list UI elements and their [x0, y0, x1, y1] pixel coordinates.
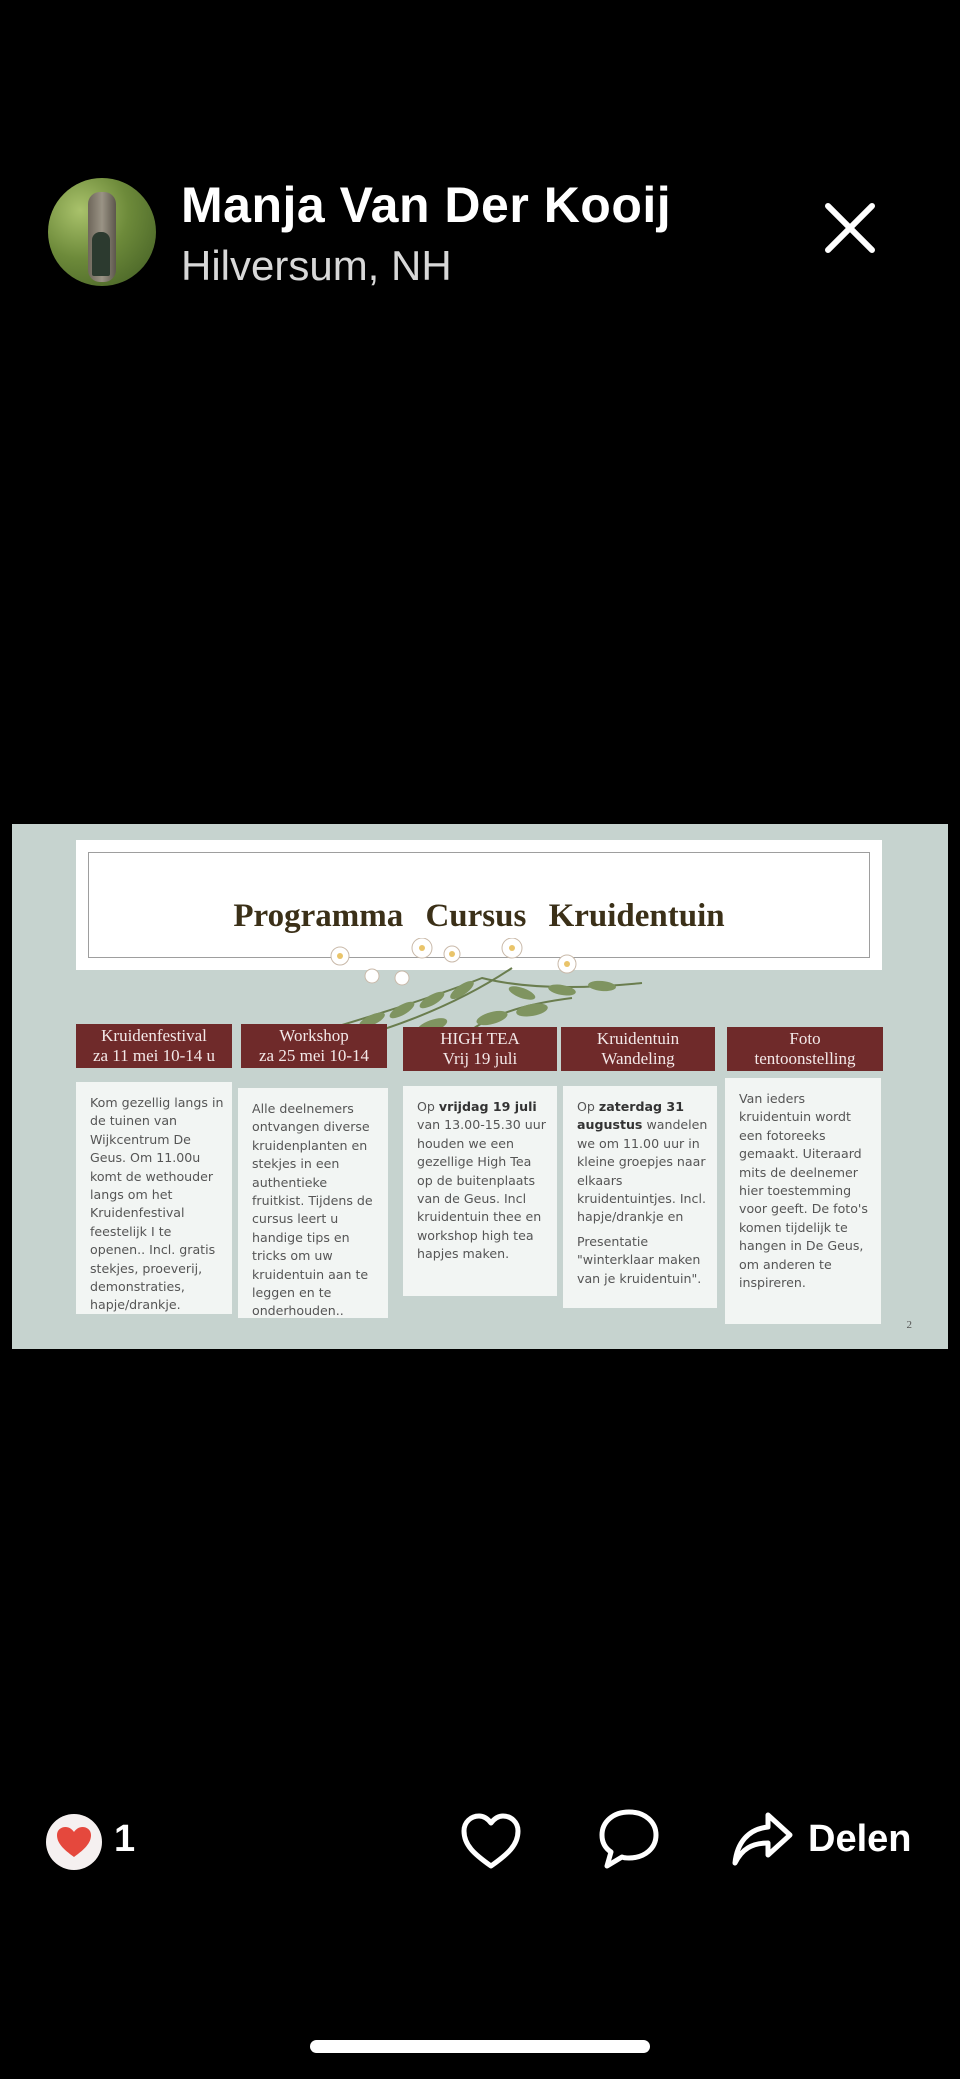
- column-text-date: zaterdag 31 augustus: [577, 1099, 684, 1133]
- column-text: wandelen we om 11.00 uur in kleine groepjes naar elkaars kruidentuintjes. Incl. hapje/drankje en: [577, 1117, 708, 1225]
- post-image[interactable]: [12, 824, 948, 1349]
- column-header-line1: Kruidenfestival: [101, 1026, 207, 1045]
- column-text: Van ieders kruidentuin wordt een fotoreeks gemaakt. Uiteraard mits de deelnemer hier toestemming voor geeft. De foto's komen tijdelijk te hangen in De Geus, om anderen te inspireren.: [739, 1091, 868, 1291]
- column-paragraph: [577, 1098, 709, 1227]
- column-header-line1: HIGH TEA: [440, 1029, 520, 1048]
- column-body-workshop: [238, 1088, 388, 1318]
- share-arrow-icon: [730, 1809, 794, 1869]
- comment-bubble-icon: [596, 1806, 662, 1872]
- column-body-kruidenfestival: [76, 1082, 232, 1314]
- column-header-line2: za 11 mei 10-14 u: [92, 1046, 216, 1065]
- slide-title: Programma Cursus Kruidentuin: [233, 898, 725, 934]
- column-header-wandeling: [561, 1027, 715, 1071]
- reaction-count[interactable]: 1: [114, 1818, 136, 1860]
- close-button[interactable]: [820, 198, 880, 258]
- column-header-line2: tentoonstelling: [754, 1049, 856, 1068]
- column-text: Kom gezellig langs in de tuinen van Wijkcentrum De Geus. Om 11.00u komt de wethouder langs om het Kruidenfestival feestelijk I te openen.. Incl. gratis stekjes, proeverij, demonstraties, hapje/drankje.: [90, 1095, 224, 1313]
- column-text-presentation: Presentatie "winterklaar maken van je kruidentuin".: [577, 1233, 702, 1286]
- reaction-summary[interactable]: [46, 1814, 102, 1870]
- avatar-person: [92, 232, 110, 276]
- close-icon: [820, 198, 880, 258]
- column-body-wandeling: [563, 1086, 717, 1308]
- column-header-line2: Vrij 19 juli: [442, 1049, 518, 1068]
- author-location: Hilversum, NH: [181, 242, 452, 289]
- share-button[interactable]: [730, 1806, 911, 1872]
- column-header-line1: Workshop: [279, 1026, 349, 1045]
- column-body-high-tea: [403, 1086, 557, 1296]
- like-button[interactable]: [458, 1810, 524, 1872]
- fern-flowers-illustration: [312, 938, 652, 1038]
- column-header-line1: Foto: [789, 1029, 821, 1048]
- column-text-prefix: Op: [577, 1099, 599, 1114]
- column-header-high-tea: [403, 1027, 557, 1071]
- column-text: van 13.00-15.30 uur houden we een gezellige High Tea op de buitenplaats van de Geus. Incl kruidentuin thee en workshop high tea hapjes maken.: [417, 1117, 546, 1262]
- comment-button[interactable]: [596, 1806, 662, 1872]
- heart-icon: [458, 1810, 524, 1872]
- share-label: Delen: [808, 1817, 912, 1860]
- column-header-line2: Wandeling: [601, 1049, 675, 1068]
- slide-page-number: 2: [906, 1319, 912, 1331]
- column-header-workshop: [241, 1024, 387, 1068]
- home-indicator[interactable]: [310, 2040, 650, 2053]
- column-paragraph: [577, 1233, 709, 1288]
- column-header-foto: [727, 1027, 883, 1071]
- column-text-date: vrijdag 19 juli: [438, 1099, 537, 1114]
- column-header-kruidenfestival: [76, 1024, 232, 1068]
- column-text: Alle deelnemers ontvangen diverse kruidenplanten en stekjes in een authentieke fruitkist. Tijdens de cursus leert u handige tips en tricks om uw kruidentuin aan te leggen en te onderhouden..: [252, 1101, 373, 1319]
- column-body-foto: [725, 1078, 881, 1324]
- avatar[interactable]: [48, 178, 156, 286]
- column-header-line2: za 25 mei 10-14: [259, 1046, 369, 1065]
- author-name[interactable]: Manja Van Der Kooij: [181, 177, 672, 233]
- column-header-line1: Kruidentuin: [596, 1029, 680, 1048]
- column-text-prefix: Op: [417, 1099, 439, 1114]
- heart-reaction-icon: [55, 1825, 93, 1859]
